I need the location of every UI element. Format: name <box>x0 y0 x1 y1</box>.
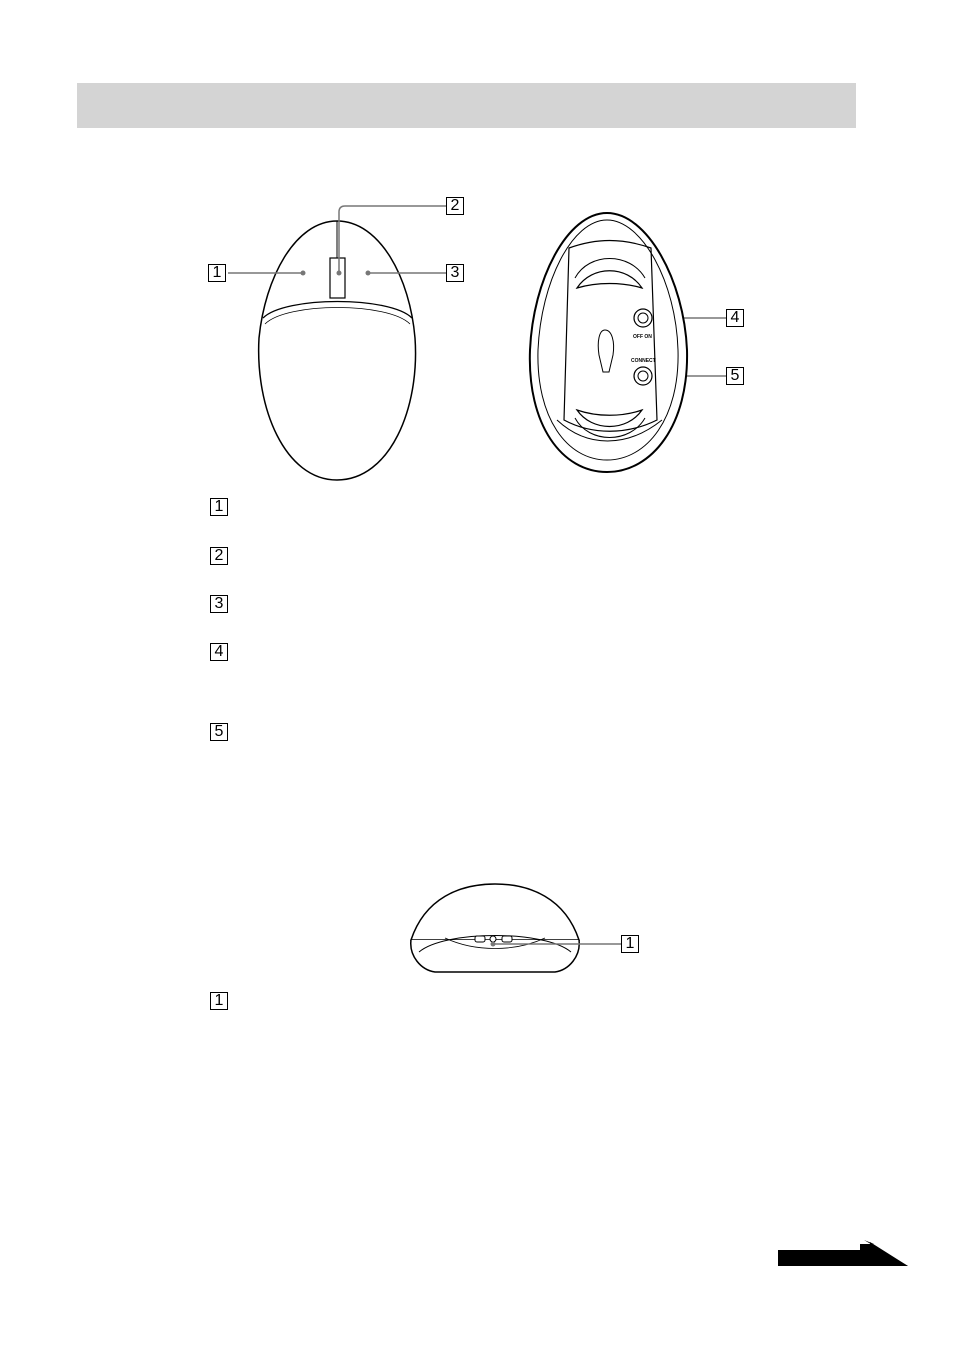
legend-number: 4 <box>210 643 228 661</box>
legend-number: 2 <box>210 547 228 565</box>
mouse-top-leader-lines <box>0 0 954 520</box>
connect-label: CONNECT <box>631 358 656 364</box>
legend-number: 3 <box>210 595 228 613</box>
legend-number: 1 <box>210 498 228 516</box>
callout-5: 5 <box>726 367 744 385</box>
mouse-bottom-view-illustration <box>527 210 692 475</box>
callout-4: 4 <box>726 309 744 327</box>
callout-1: 1 <box>208 264 226 282</box>
callout-3: 3 <box>446 264 464 282</box>
legend-number: 5 <box>210 723 228 741</box>
receiver-leader-line <box>0 930 954 960</box>
receiver-illustration <box>405 878 585 978</box>
receiver-callout-1: 1 <box>621 935 639 953</box>
legend-number: 1 <box>210 992 228 1010</box>
switch-label: OFF ON <box>633 334 652 340</box>
arrow-right-icon[interactable] <box>778 1240 908 1266</box>
callout-2: 2 <box>446 197 464 215</box>
